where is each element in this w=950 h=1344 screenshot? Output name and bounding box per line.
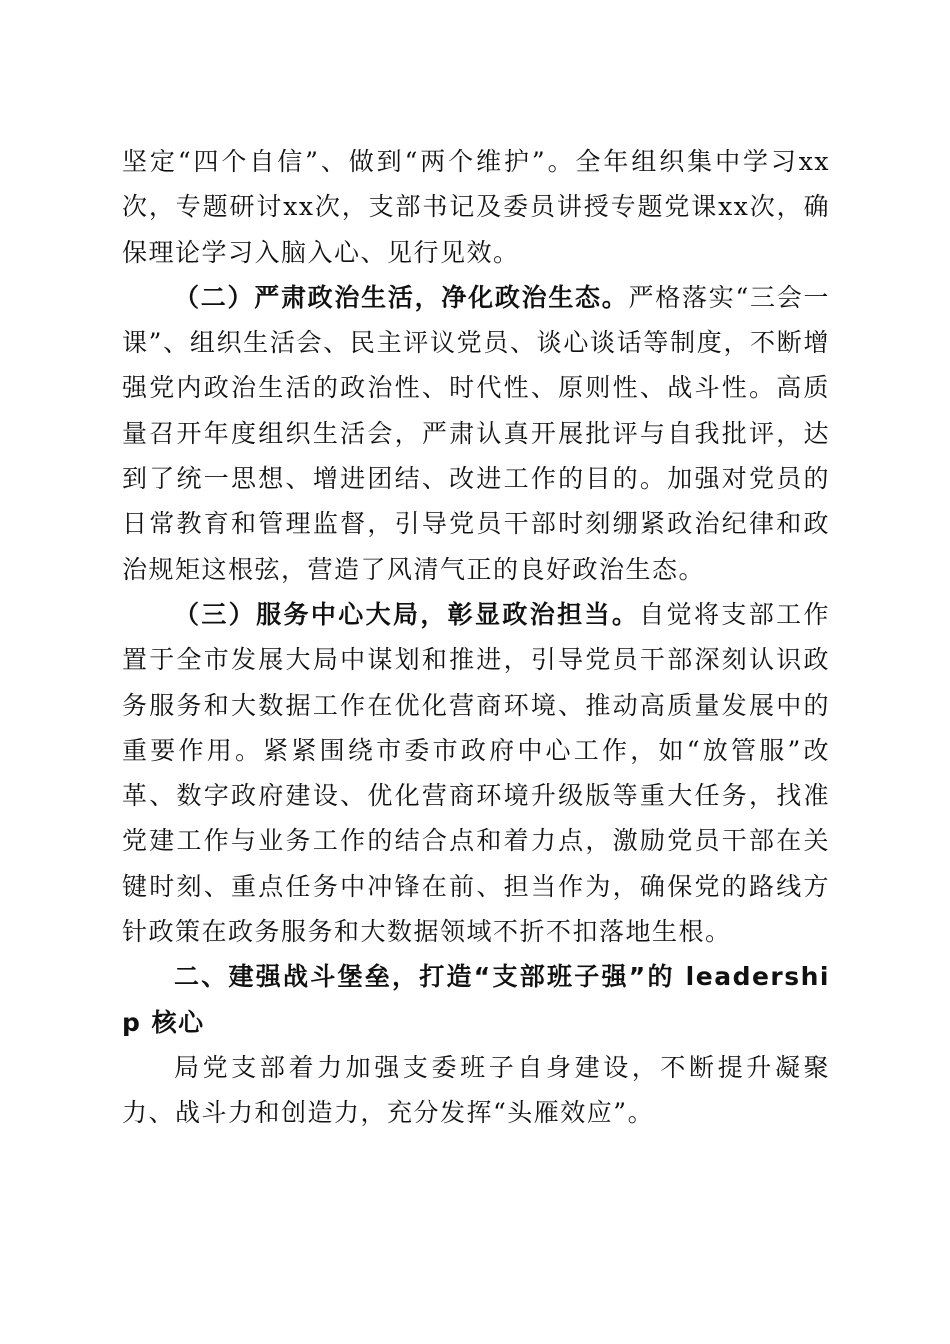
document-page [122, 139, 830, 1136]
paragraph-political-life [122, 275, 830, 592]
section-heading-2 [122, 954, 830, 1045]
paragraph-serve-center [122, 592, 830, 954]
paragraph-theory-study [122, 139, 830, 275]
paragraph-text: 局党支部着力加强支委班子自身建设，不断提升凝聚力、战斗力和创造力，充分发挥“头雁效应”。 [122, 1052, 830, 1128]
paragraph-text: 自觉将支部工作置于全市发展大局中谋划和推进，引导党员干部深刻认识政务服务和大数据工作在优化营商环境、推动高质量发展中的重要作用。紧紧围绕市委市政府中心工作，如“放管服”改革、数字政府建设、优化营商环境升级版等重大任务，找准党建工作与业务工作的结合点和着力点，激励党员干部在关键时刻、重点任务中冲锋在前、担当作为，确保党的路线方针政策在政务服务和大数据领域不折不扣落地生根。 [122, 599, 830, 947]
section-lead-heading: （三）服务中心大局，彰显政治担当。 [174, 599, 640, 629]
paragraph-branch-building [122, 1045, 830, 1136]
paragraph-text: 严格落实“三会一课”、组织生活会、民主评议党员、谈心谈话等制度，不断增强党内政治生活的政治性、时代性、原则性、战斗性。高质量召开年度组织生活会，严肃认真开展批评与自我批评，达到了统一思想、增进团结、改进工作的目的。加强对党员的日常教育和管理监督，引导党员干部时刻绷紧政治纪律和政治规矩这根弦，营造了风清气正的良好政治生态。 [122, 282, 830, 584]
paragraph-text: 坚定“四个自信”、做到“两个维护”。全年组织集中学习xx次，专题研讨xx次，支部书记及委员讲授专题党课xx次，确保理论学习入脑入心、见行见效。 [122, 147, 830, 267]
section-heading-text: 二、建强战斗堡垒，打造“支部班子强”的 leadership 核心 [122, 962, 830, 1037]
section-lead-heading: （二）严肃政治生活，净化政治生态。 [174, 282, 629, 312]
